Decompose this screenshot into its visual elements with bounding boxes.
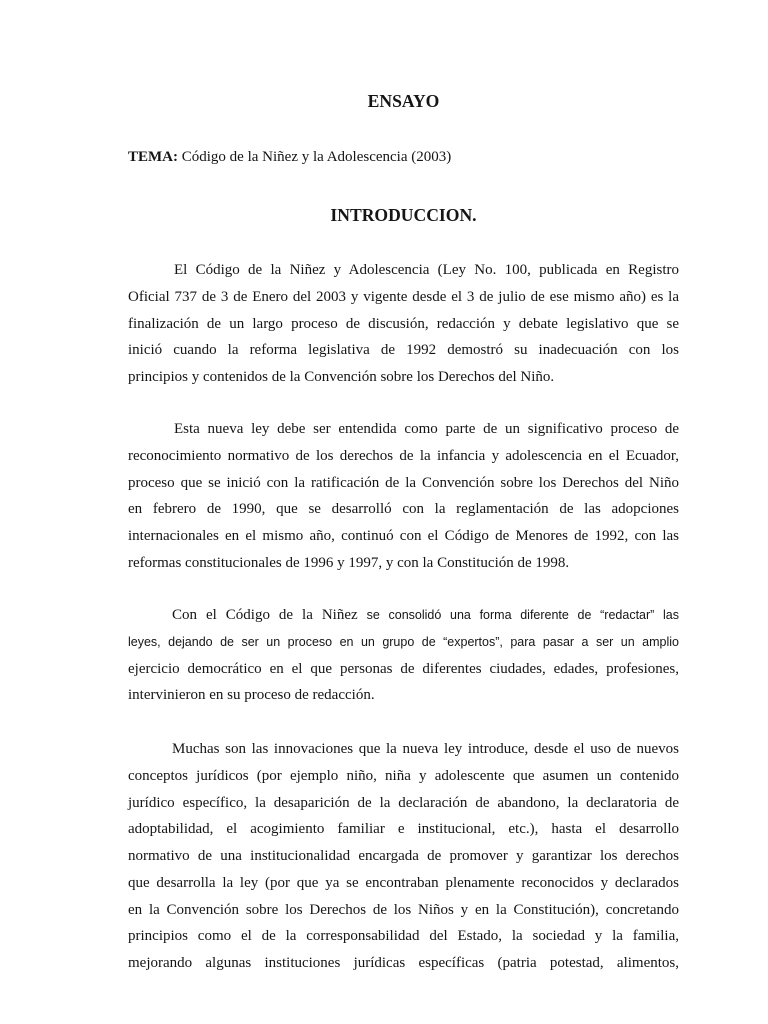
paragraph-1 [128, 257, 679, 391]
paragraph-line: Oficial 737 de 3 de Enero del 2003 y vigente desde el 3 de julio de ese mismo año) es la [128, 288, 679, 305]
paragraph-line: mejorando algunas instituciones jurídicas específicas (patria potestad, alimentos, [128, 955, 679, 971]
paragraph-line: principios como el de la corresponsabilidad del Estado, la sociedad y la familia, [128, 928, 679, 945]
paragraph-line: conceptos jurídicos (por ejemplo niño, niña y adolescente que asumen un contenido [128, 767, 679, 784]
paragraph-line: finalización de un largo proceso de discusión, redacción y debate legislativo que se [128, 315, 679, 332]
paragraph-line: principios y contenidos de la Convención sobre los Derechos del Niño. [128, 369, 555, 385]
paragraph-line [128, 602, 679, 629]
section-heading: INTRODUCCION. [330, 205, 477, 225]
paragraph-line: Esta nueva ley debe ser entendida como parte de un significativo proceso de [174, 421, 679, 437]
paragraph-2 [128, 416, 679, 577]
document-title: ENSAYO [367, 91, 440, 111]
paragraph-line: en la Convención sobre los Derechos de los Niños y en la Constitución), concretando [128, 901, 679, 918]
line-segment-serif: Con el Código de la Niñez [172, 607, 358, 623]
paragraph-line: jurídico específico, la desaparición de la declaración de abandono, la declaratoria de [128, 794, 679, 811]
paragraph-line: en febrero de 1990, que se desarrolló con la reglamentación de las adopciones [128, 501, 679, 518]
paragraph-line: inició cuando la reforma legislativa de 1992 demostró su inadecuación con los [128, 342, 679, 359]
paragraph-line: intervinieron en su proceso de redacción. [128, 687, 375, 704]
paragraph-line: normativo de una institucionalidad encargada de promover y garantizar los derechos [128, 848, 679, 864]
paragraph-3 [128, 602, 679, 709]
paragraph-line: Muchas son las innovaciones que la nueva ley introduce, desde el uso de nuevos [172, 741, 679, 757]
paragraph-line: adoptabilidad, el acogimiento familiar e institucional, etc.), hasta el desarrollo [128, 821, 679, 838]
paragraph-line: leyes, dejando de ser un proceso en un grupo de “expertos”, para pasar a ser un amplio [128, 634, 679, 649]
paragraph-line: que desarrolla la ley (por que ya se encontraban plenamente reconocidos y declarados [128, 874, 679, 891]
paragraph-line: proceso que se inició con la ratificación de la Convención sobre los Derechos del Niño [128, 474, 679, 491]
topic-label: TEMA: [128, 149, 178, 165]
topic-value: Código de la Niñez y la Adolescencia (2003) [181, 149, 452, 165]
paragraph-line: reconocimiento normativo de los derechos de la infancia y adolescencia en el Ecuador, [128, 447, 679, 464]
topic-line [128, 144, 679, 170]
paragraph-line: ejercicio democrático en el que personas de diferentes ciudades, edades, profesiones, [128, 660, 679, 677]
paragraph-line: internacionales en el mismo año, continuó con el Código de Menores de 1992, con las [128, 528, 679, 544]
line-segment-sans: se consolidó una forma diferente de “redactar” las [366, 608, 679, 622]
paragraph-line: El Código de la Niñez y Adolescencia (Ley No. 100, publicada en Registro [174, 262, 679, 278]
paragraph-4 [128, 736, 679, 977]
paragraph-line: reformas constitucionales de 1996 y 1997, y con la Constitución de 1998. [128, 554, 570, 571]
